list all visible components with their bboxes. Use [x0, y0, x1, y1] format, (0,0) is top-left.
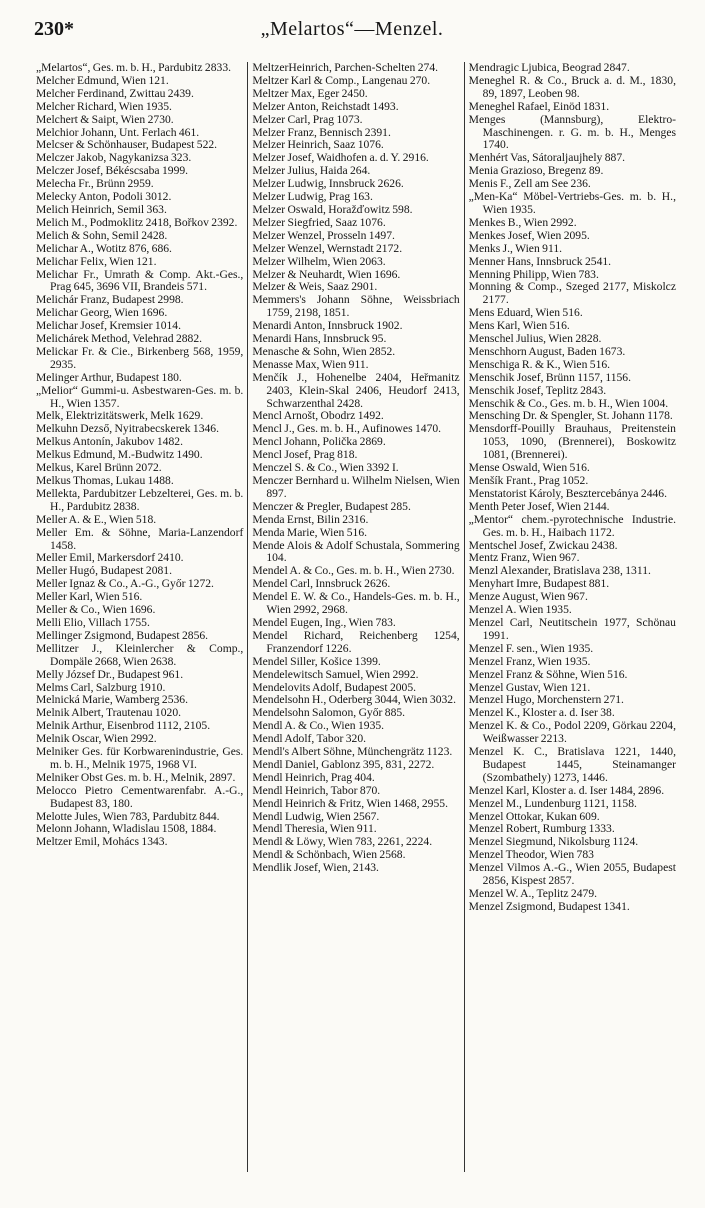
- directory-entry: Mellitzer J., Kleinlercher & Comp., Dompäle 2668, Wien 2638.: [36, 641, 244, 668]
- directory-entry: Melzer Oswald, Horažďowitz 598.: [252, 202, 413, 216]
- directory-entry: Meller & Co., Wien 1696.: [36, 603, 156, 617]
- directory-entry: „Melartos“, Ges. m. b. H., Pardubitz 2833.: [36, 61, 232, 74]
- directory-entry: Monning & Comp., Szeged 2177, Miskolcz 2177.: [468, 280, 676, 307]
- directory-entry: Mendel Eugen, Ing., Wien 783.: [252, 615, 396, 629]
- directory-entry: Melzer Heinrich, Saaz 1076.: [252, 138, 384, 152]
- directory-entry: Melcher Richard, Wien 1935.: [36, 99, 172, 113]
- directory-entry: Menschiga R. & K., Wien 516.: [468, 357, 611, 371]
- directory-entry: Mendl Adolf, Tabor 320.: [252, 732, 367, 746]
- directory-entry: Menzel Franz, Wien 1935.: [468, 654, 591, 668]
- directory-entry: Mendl & Löwy, Wien 783, 2261, 2224.: [252, 835, 433, 849]
- directory-entry: Melzer Julius, Haida 264.: [252, 164, 371, 178]
- directory-entry: Menks J., Wien 911.: [468, 241, 563, 255]
- directory-entry: Melich M., Podmoklitz 2418, Bořkov 2392.: [36, 215, 238, 229]
- directory-entry: Menzel Robert, Rumburg 1333.: [468, 822, 615, 836]
- directory-entry: Melzer Josef, Waidhofen a. d. Y. 2916.: [252, 151, 429, 165]
- directory-entry: Menzel K. C., Bratislava 1221, 1440, Budapest 1445, Steinamanger (Szombathely) 1273, 1446.: [468, 745, 676, 784]
- directory-entry: Menze August, Wien 967.: [468, 590, 588, 604]
- directory-entry: Mens Eduard, Wien 516.: [468, 306, 583, 320]
- directory-entry: Melzer Carl, Prag 1073.: [252, 112, 363, 126]
- directory-entry: Menčík J., Hohenelbe 2404, Heřmanitz 2403, Klein-Skal 2406, Heudorf 2413, Schwarzenthal 2428.: [252, 370, 460, 410]
- directory-entry: Melecky Anton, Podoli 3012.: [36, 190, 172, 204]
- directory-entry: Menschhorn August, Baden 1673.: [468, 344, 626, 358]
- directory-entry: Melcher Ferdinand, Zwittau 2439.: [36, 86, 194, 100]
- directory-entry: Melniker Ges. für Korbwarenindustrie, Ges. m. b. H., Melnik 1975, 1968 VI.: [36, 745, 244, 771]
- directory-entry: Mendl Daniel, Gablonz 395, 831, 2272.: [252, 757, 435, 771]
- directory-entry: Menasse Max, Wien 911.: [252, 357, 369, 371]
- directory-entry: Melnik Arthur, Eisenbrod 1112, 2105.: [36, 719, 211, 733]
- directory-entry: Mendel A. & Co., Ges. m. b. H., Wien 2730.: [252, 564, 455, 578]
- directory-entry: Menstatorist Károly, Besztercebánya 2446.: [468, 486, 667, 500]
- directory-entry: MeltzerHeinrich, Parchen-Schelten 274.: [252, 61, 439, 74]
- directory-entry: Melichar A., Wotitz 876, 686.: [36, 241, 172, 255]
- directory-entry: Melzer Ludwig, Innsbruck 2626.: [252, 177, 404, 191]
- directory-entry: Menardi Hans, Innsbruck 95.: [252, 332, 387, 346]
- directory-entry: Mendl Heinrich, Prag 404.: [252, 770, 375, 784]
- directory-entry: Melinger Arthur, Budapest 180.: [36, 370, 182, 384]
- directory-entry: Mentz Franz, Wien 967.: [468, 551, 580, 565]
- directory-entry: Melickar Fr. & Cie., Birkenberg 568, 1959, 2935.: [36, 344, 244, 371]
- directory-entry: Menzel Carl, Neutitschein 1977, Schönau 1991.: [468, 615, 676, 642]
- directory-entry: Melly József Dr., Budapest 961.: [36, 667, 184, 681]
- directory-entry: Menhért Vas, Sátoraljaujhely 887.: [468, 151, 626, 165]
- directory-entry: Menzel Zsigmond, Budapest 1341.: [468, 899, 630, 913]
- directory-entry: Mendl Ludwig, Wien 2567.: [252, 809, 380, 823]
- directory-entry: Melecha Fr., Brünn 2959.: [36, 177, 154, 191]
- directory-entry: Melniker Obst Ges. m. b. H., Melnik, 2897.: [36, 770, 236, 784]
- running-title: „Melartos“—Menzel.: [260, 18, 444, 40]
- directory-entry: Melonn Johann, Wladislau 1508, 1884.: [36, 822, 217, 836]
- directory-entry: Menzel M., Lundenburg 1121, 1158.: [468, 796, 637, 810]
- directory-entry: Menzel Ottokar, Kukan 609.: [468, 809, 600, 823]
- directory-entry: Mendragic Ljubica, Beograd 2847.: [468, 61, 630, 74]
- directory-entry: Menardi Anton, Innsbruck 1902.: [252, 319, 403, 333]
- directory-entry: Mendel Siller, Košice 1399.: [252, 654, 381, 668]
- directory-entry: Menasche & Sohn, Wien 2852.: [252, 344, 396, 358]
- directory-entry: Menzl Alexander, Bratislava 238, 1311.: [468, 564, 651, 578]
- directory-entry: Mellinger Zsigmond, Budapest 2856.: [36, 628, 209, 642]
- directory-entry: Mencl J., Ges. m. b. H., Aufinowes 1470.: [252, 422, 442, 436]
- directory-entry: Menczer Bernhard u. Wilhelm Nielsen, Wien 897.: [252, 474, 460, 500]
- directory-entry: Meltzer Max, Eger 2450.: [252, 86, 368, 100]
- directory-entry: Mendelsohn Salomon, Győr 885.: [252, 706, 406, 720]
- directory-entry: Mencl Josef, Prag 818.: [252, 448, 358, 462]
- directory-entry: Mendelewitsch Samuel, Wien 2992.: [252, 667, 419, 681]
- directory-entry: Meller Hugó, Budapest 2081.: [36, 564, 172, 578]
- directory-entry: Meltzer Emil, Mohács 1343.: [36, 835, 168, 849]
- directory-entry: Mense Oswald, Wien 516.: [468, 461, 590, 475]
- directory-entry: Melzer Wilhelm, Wien 2063.: [252, 254, 386, 268]
- directory-entry: Melk, Elektrizitätswerk, Melk 1629.: [36, 409, 204, 423]
- directory-entry: Melnik Oscar, Wien 2992.: [36, 732, 157, 746]
- directory-entry: Menkes B., Wien 2992.: [468, 215, 577, 229]
- directory-entry: Meller A. & E., Wien 518.: [36, 512, 157, 526]
- directory-entry: Menschel Julius, Wien 2828.: [468, 332, 602, 346]
- directory-entry: Mencl Johann, Polička 2869.: [252, 435, 386, 449]
- directory-entry: Menschik Josef, Teplitz 2843.: [468, 383, 607, 397]
- directory-entry: Mende Alois & Adolf Schustala, Sommering 104.: [252, 538, 460, 565]
- directory-entry: Menzel Theodor, Wien 783: [468, 848, 594, 862]
- directory-entry: Menschik & Co., Ges. m. b. H., Wien 1004.: [468, 396, 669, 410]
- directory-entry: Mendelovits Adolf, Budapest 2005.: [252, 680, 417, 694]
- directory-entry: Melichar Fr., Umrath & Comp. Akt.-Ges., Prag 645, 3696 VII, Brandeis 571.: [36, 267, 244, 294]
- directory-entry: Mendelsohn H., Oderberg 3044, Wien 3032.: [252, 693, 456, 707]
- directory-entry: Melzer & Neuhardt, Wien 1696.: [252, 267, 401, 281]
- directory-entry: Menzel Siegmund, Nikolsburg 1124.: [468, 835, 639, 849]
- directory-entry: Meneghel Rafael, Einöd 1831.: [468, 99, 610, 113]
- directory-entry: Menges (Mannsburg), Elektro-Maschinengen. r. G. m. b. H., Menges 1740.: [468, 112, 676, 152]
- directory-entry: Melkus, Karel Brünn 2072.: [36, 461, 162, 475]
- directory-entry: Menyhart Imre, Budapest 881.: [468, 577, 610, 591]
- directory-entry: Melkus Edmund, M.-Budwitz 1490.: [36, 448, 203, 462]
- directory-entry: Menzel K., Kloster a. d. Iser 38.: [468, 706, 615, 720]
- directory-entry: Meller Ignaz & Co., A.-G., Győr 1272.: [36, 577, 214, 591]
- directory-entry: Mendl & Schönbach, Wien 2568.: [252, 848, 406, 862]
- directory-entry: Melkus Antonín, Jakubov 1482.: [36, 435, 183, 449]
- directory-entry: Melocco Pietro Cementwarenfabr. A.-G., Budapest 83, 180.: [36, 783, 244, 810]
- directory-entry: Menia Grazioso, Bregenz 89.: [468, 164, 604, 178]
- directory-entry: Melotte Jules, Wien 783, Pardubitz 844.: [36, 809, 220, 823]
- directory-entry: Mens Karl, Wien 516.: [468, 319, 570, 333]
- directory-entry: Menda Marie, Wien 516.: [252, 525, 368, 539]
- directory-entry: Mendl Theresia, Wien 911.: [252, 822, 377, 836]
- directory-entry: Menzel Franz & Söhne, Wien 516.: [468, 667, 628, 681]
- directory-entry: „Mentor“ chem.-pyrotechnische Industrie. Ges. m. b. H., Haibach 1172.: [468, 512, 676, 539]
- directory-entry: Mendl's Albert Söhne, Münchengrätz 1123.: [252, 745, 453, 759]
- directory-entry: Melichár Franz, Budapest 2998.: [36, 293, 184, 307]
- directory-entry: Melms Carl, Salzburg 1910.: [36, 680, 166, 694]
- directory-columns: [36, 62, 676, 1172]
- column-3: [464, 62, 676, 1172]
- directory-entry: Melich & Sohn, Semil 2428.: [36, 228, 168, 242]
- page-header: [32, 18, 672, 44]
- directory-entry: Menšík Frant., Prag 1052.: [468, 474, 589, 487]
- directory-entry: Melichar Josef, Kremsier 1014.: [36, 319, 181, 333]
- column-1: [36, 62, 247, 1172]
- directory-entry: Mendel Carl, Innsbruck 2626.: [252, 577, 391, 591]
- directory-entry: Melkus Thomas, Lukau 1488.: [36, 474, 174, 487]
- directory-entry: Melzer & Weis, Saaz 2901.: [252, 280, 378, 294]
- directory-entry: Menis F., Zell am See 236.: [468, 177, 591, 191]
- directory-entry: Melichar Georg, Wien 1696.: [36, 306, 168, 320]
- directory-entry: Mensdorff-Pouilly Brauhaus, Preitenstein 1053, 1090, (Brennerei), Boskowitz 1081, (Brennerei).: [468, 422, 676, 462]
- directory-entry: Menschik Josef, Brünn 1157, 1156.: [468, 370, 631, 384]
- directory-entry: Menzel Karl, Kloster a. d. Iser 1484, 2896.: [468, 783, 665, 797]
- directory-entry: Menner Hans, Innsbruck 2541.: [468, 254, 612, 268]
- directory-entry: Mendlik Josef, Wien, 2143.: [252, 861, 379, 875]
- directory-entry: Meller Em. & Söhne, Maria-Lanzendorf 1458.: [36, 525, 244, 552]
- directory-entry: Melzer Ludwig, Prag 163.: [252, 190, 373, 204]
- directory-entry: Menzel Vilmos A.-G., Wien 2055, Budapest 2856, Kispest 2857.: [468, 861, 676, 888]
- directory-entry: Melzer Franz, Bennisch 2391.: [252, 125, 391, 139]
- directory-entry: Melichárek Method, Velehrad 2882.: [36, 332, 203, 346]
- directory-entry: Memmers's Johann Söhne, Weissbriach 1759, 2198, 1851.: [252, 293, 460, 320]
- directory-entry: Mellekta, Pardubitzer Lebzelterei, Ges. m. b. H., Pardubitz 2838.: [36, 486, 244, 513]
- directory-entry: Menczer & Pregler, Budapest 285.: [252, 499, 411, 513]
- directory-entry: Menkes Josef, Wien 2095.: [468, 228, 590, 242]
- directory-entry: Menzel A. Wien 1935.: [468, 603, 572, 617]
- directory-entry: Mendl Heinrich, Tabor 870.: [252, 783, 381, 797]
- directory-entry: Melich Heinrich, Semil 363.: [36, 202, 167, 216]
- directory-entry: Melchert & Saipt, Wien 2730.: [36, 112, 174, 126]
- directory-entry: Melcher Edmund, Wien 121.: [36, 73, 169, 87]
- directory-entry: Melzer Siegfried, Saaz 1076.: [252, 215, 386, 229]
- directory-entry: Melnik Albert, Trautenau 1020.: [36, 706, 182, 720]
- directory-entry: Mendl Heinrich & Fritz, Wien 1468, 2955.: [252, 796, 448, 810]
- directory-entry: Meneghel R. & Co., Bruck a. d. M., 1830, 89, 1897, Leoben 98.: [468, 73, 676, 100]
- directory-entry: Melzer Wenzel, Prosseln 1497.: [252, 228, 395, 242]
- directory-entry: Menning Philipp, Wien 783.: [468, 267, 599, 281]
- page-number: 230*: [34, 18, 74, 40]
- directory-entry: Mensching Dr. & Spengler, St. Johann 1178.: [468, 409, 673, 423]
- directory-entry: Mendl A. & Co., Wien 1935.: [252, 719, 385, 733]
- directory-entry: Mentschel Josef, Zwickau 2438.: [468, 538, 618, 552]
- directory-entry: Melichar Felix, Wien 121.: [36, 254, 157, 268]
- directory-entry: Melczer Josef, Békéscsaba 1999.: [36, 164, 189, 178]
- directory-entry: Menzel Hugo, Morchenstern 271.: [468, 693, 624, 707]
- directory-entry: Menzel W. A., Teplitz 2479.: [468, 887, 598, 900]
- directory-entry: „Melior“ Gummi-u. Asbestwaren-Ges. m. b. H., Wien 1357.: [36, 383, 244, 410]
- directory-entry: Melczer Jakob, Nagykanizsa 323.: [36, 151, 192, 165]
- directory-entry: Melzer Anton, Reichstadt 1493.: [252, 99, 399, 113]
- directory-entry: Menzel F. sen., Wien 1935.: [468, 641, 594, 655]
- column-2: [247, 62, 463, 1172]
- directory-entry: Meltzer Karl & Comp., Langenau 270.: [252, 73, 431, 87]
- directory-entry: Melzer Wenzel, Wernstadt 2172.: [252, 241, 403, 255]
- directory-entry: Menczel S. & Co., Wien 3392 I.: [252, 461, 399, 475]
- directory-entry: Mendel E. W. & Co., Handels-Ges. m. b. H., Wien 2992, 2968.: [252, 590, 460, 617]
- directory-entry: Melkuhn Dezső, Nyitrabecskerek 1346.: [36, 422, 219, 436]
- directory-entry: Meller Karl, Wien 516.: [36, 590, 143, 604]
- directory-entry: Menzel Gustav, Wien 121.: [468, 680, 591, 694]
- directory-entry: Menda Ernst, Bilin 2316.: [252, 512, 369, 526]
- directory-entry: Melchior Johann, Unt. Ferlach 461.: [36, 125, 200, 139]
- directory-entry: Mencl Arnošt, Obodrz 1492.: [252, 409, 384, 423]
- directory-entry: Menzel K. & Co., Podol 2209, Görkau 2204, Weißwasser 2213.: [468, 719, 676, 746]
- directory-entry: Melli Elio, Villach 1755.: [36, 615, 150, 629]
- directory-entry: „Men-Ka“ Möbel-Vertriebs-Ges. m. b. H., Wien 1935.: [468, 190, 676, 216]
- directory-entry: Menth Peter Josef, Wien 2144.: [468, 499, 610, 513]
- directory-entry: Melnická Marie, Wamberg 2536.: [36, 693, 189, 707]
- directory-entry: Mendel Richard, Reichenberg 1254, Franzendorf 1226.: [252, 628, 460, 655]
- directory-entry: Meller Emil, Markersdorf 2410.: [36, 551, 184, 565]
- directory-entry: Melcser & Schönhauser, Budapest 522.: [36, 138, 218, 152]
